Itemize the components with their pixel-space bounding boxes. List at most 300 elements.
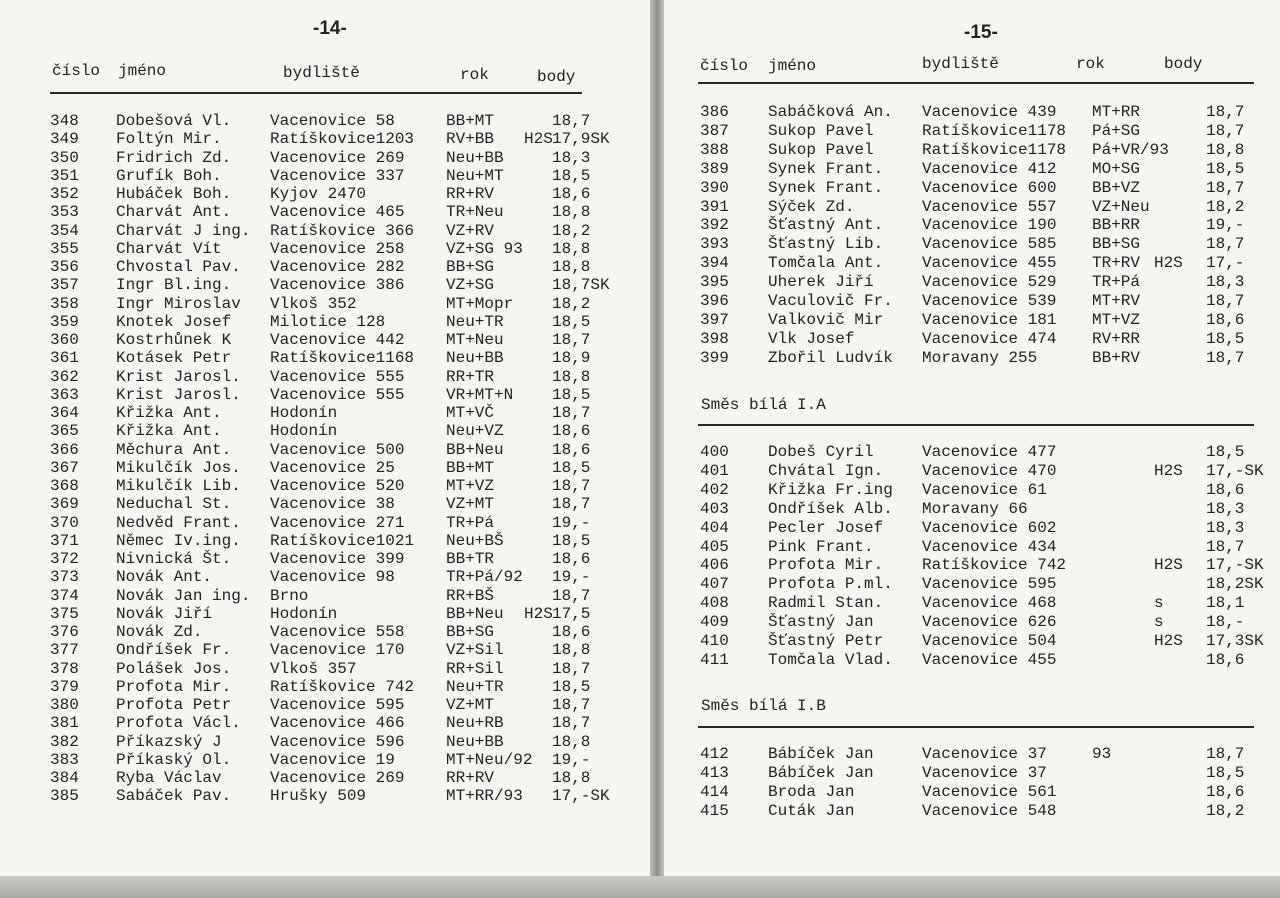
header-jmeno: jméno	[118, 62, 167, 80]
cell-number: 354	[50, 221, 79, 240]
cell-year: MT+Neu	[446, 331, 504, 349]
cell-name: Profota Mir.	[768, 556, 884, 575]
cell-points: 19,-	[552, 513, 591, 532]
header-bydliste: bydliště	[922, 55, 999, 73]
table-row	[50, 368, 645, 386]
cell-residence: Milotice 128	[270, 312, 386, 331]
cell-points: 18,2SK	[1206, 575, 1264, 594]
table-row	[700, 462, 1275, 480]
cell-residence: Vacenovice 557	[922, 197, 1057, 216]
table-row	[700, 500, 1275, 518]
table-row	[50, 568, 645, 586]
cell-name: Vlk Josef	[768, 329, 855, 348]
cell-points: 18,5	[552, 385, 591, 404]
cell-name: Ondříšek Fr.	[116, 641, 232, 660]
cell-residence: Vacenovice 455	[922, 254, 1057, 273]
cell-points: 18,5	[1206, 763, 1245, 782]
cell-year: VZ+SG 93	[446, 239, 523, 258]
table-row	[50, 349, 645, 367]
cell-number: 403	[700, 499, 729, 518]
table-row	[50, 185, 645, 203]
cell-residence: Vacenovice 170	[270, 641, 405, 660]
table-row	[50, 733, 645, 751]
cell-number: 362	[50, 367, 79, 386]
cell-note: s	[1154, 594, 1164, 613]
cell-year: BB+RR	[1092, 216, 1141, 235]
cell-year: BB+VZ	[1092, 178, 1141, 197]
cell-points: 18,6	[1206, 650, 1245, 669]
cell-year: BB+TR	[446, 550, 495, 568]
header-cislo: číslo	[700, 57, 749, 75]
table-row	[50, 386, 645, 404]
cell-name: Mikulčík Lib.	[116, 477, 241, 495]
section-b-rule	[698, 726, 1254, 728]
header-rule	[698, 82, 1254, 84]
cell-name: Křižka Ant.	[116, 404, 222, 422]
cell-name: Radmil Stan.	[768, 594, 884, 613]
cell-points: 18,7	[1206, 178, 1245, 197]
cell-number: 392	[700, 216, 729, 235]
cell-name: Hubáček Boh.	[116, 185, 232, 203]
cell-year: RR+BŠ	[446, 586, 495, 605]
cell-year: TR+Neu	[446, 203, 504, 222]
cell-residence: Vacenovice 555	[270, 367, 405, 386]
cell-points: 17,9SK	[552, 130, 610, 149]
table-row	[50, 130, 645, 148]
table-row	[50, 495, 645, 513]
cell-name: Polášek Jos.	[116, 659, 232, 678]
cell-residence: Vacenovice 595	[922, 575, 1057, 594]
cell-residence: Vacenovice 455	[922, 650, 1057, 669]
cell-number: 361	[50, 349, 79, 368]
cell-number: 367	[50, 458, 79, 477]
cell-name: Novák Jan ing.	[116, 586, 251, 605]
cell-number: 360	[50, 331, 79, 349]
cell-name: Vaculovič Fr.	[768, 292, 893, 310]
cell-year: VZ+Sil	[446, 641, 504, 660]
cell-name: Broda Jan	[768, 782, 855, 801]
table-row	[50, 276, 645, 294]
cell-points: 18,6	[552, 185, 591, 203]
table-row	[50, 313, 645, 331]
table-row	[50, 714, 645, 732]
cell-year: Neu+BB	[446, 148, 504, 167]
table-row	[700, 179, 1275, 197]
table-row	[700, 254, 1275, 272]
section-a-rule	[698, 424, 1254, 426]
table-row	[700, 783, 1275, 801]
cell-name: Nedvěd Frant.	[116, 513, 241, 532]
cell-number: 382	[50, 732, 79, 751]
cell-year: VZ+MT	[446, 495, 495, 514]
page-bottom-edge	[0, 876, 1280, 898]
cell-residence: Ratíškovice1178	[922, 121, 1067, 140]
cell-residence: Vacenovice 600	[922, 178, 1057, 197]
cell-number: 379	[50, 677, 79, 696]
cell-year: Neu+RB	[446, 714, 504, 733]
cell-number: 415	[700, 801, 729, 820]
table-row	[50, 660, 645, 678]
cell-name: Příkaský Ol.	[116, 750, 232, 769]
table-row	[700, 273, 1275, 291]
cell-number: 356	[50, 258, 79, 276]
cell-number: 373	[50, 568, 79, 587]
cell-residence: Moravany 66	[922, 499, 1028, 518]
cell-points: 18,2	[1206, 801, 1245, 820]
table-row	[50, 587, 645, 605]
cell-points: 18,6	[552, 422, 591, 441]
cell-year: RV+BB	[446, 130, 495, 149]
header-body: body	[1164, 55, 1203, 73]
cell-year: VZ+MT	[446, 696, 495, 714]
cell-points: 18,8	[552, 239, 591, 258]
cell-points: 19,-	[1206, 216, 1245, 235]
cell-residence: Vacenovice 25	[270, 458, 395, 477]
cell-name: Novák Zd.	[116, 623, 203, 641]
cell-points: 18,9	[552, 349, 591, 368]
cell-number: 395	[700, 273, 729, 292]
cell-points: 18,6	[552, 623, 591, 641]
table-row	[50, 641, 645, 659]
cell-residence: Ratíškovice1021	[270, 531, 415, 550]
cell-name: Zbořil Ludvík	[768, 348, 893, 367]
table-row	[50, 422, 645, 440]
cell-number: 401	[700, 461, 729, 480]
table-row	[700, 556, 1275, 574]
cell-residence: Vacenovice 596	[270, 732, 405, 751]
cell-note: H2S	[1154, 254, 1183, 273]
cell-name: Fridrich Zd.	[116, 148, 232, 167]
section-title-a: Směs bílá I.A	[701, 396, 826, 414]
book-spine	[650, 0, 664, 898]
cell-residence: Vacenovice 595	[270, 696, 405, 714]
cell-name: Kotásek Petr	[116, 349, 232, 368]
cell-number: 352	[50, 185, 79, 203]
cell-number: 350	[50, 148, 79, 167]
cell-year: Pá+VR/93	[1092, 140, 1169, 159]
cell-name: Chvátal Ign.	[768, 461, 884, 480]
cell-residence: Vacenovice 386	[270, 276, 405, 295]
cell-year: TR+Pá	[446, 513, 495, 532]
cell-number: 389	[700, 159, 729, 178]
table-row	[700, 481, 1275, 499]
cell-points: 18,7	[552, 714, 591, 733]
cell-name: Profota Václ.	[116, 714, 241, 733]
cell-year: RR+TR	[446, 367, 495, 386]
cell-name: Krist Jarosl.	[116, 367, 241, 386]
cell-year: Neu+BB	[446, 732, 504, 751]
cell-residence: Vacenovice 61	[922, 480, 1047, 499]
cell-year: RR+Sil	[446, 659, 504, 678]
cell-note: H2S	[524, 130, 553, 149]
cell-year: MT+Neu/92	[446, 750, 533, 769]
cell-number: 413	[700, 763, 729, 782]
cell-residence: Vacenovice 434	[922, 537, 1057, 556]
cell-number: 348	[50, 112, 79, 130]
cell-points: 18,1	[1206, 594, 1245, 613]
table-row	[700, 538, 1275, 556]
cell-year: BB+Neu	[446, 440, 504, 459]
cell-year: MO+SG	[1092, 159, 1141, 178]
cell-year: VZ+SG	[446, 276, 495, 295]
cell-points: 18,8	[552, 258, 591, 276]
cell-points: 18,7	[552, 495, 591, 514]
cell-name: Šťastný Lib.	[768, 235, 884, 254]
cell-points: 18,6	[552, 440, 591, 459]
cell-points: 18,6	[1206, 310, 1245, 329]
cell-points: 19,-	[552, 568, 591, 587]
table-row	[700, 764, 1275, 782]
table-row	[700, 216, 1275, 234]
cell-year: MT+RR/93	[446, 787, 523, 806]
cell-residence: Vacenovice 38	[270, 495, 395, 514]
cell-number: 397	[700, 310, 729, 329]
cell-points: 17,-SK	[552, 787, 610, 806]
cell-points: 18,5	[552, 677, 591, 696]
cell-note: s	[1154, 613, 1164, 632]
cell-points: 18,7	[552, 586, 591, 605]
table-row	[700, 330, 1275, 348]
cell-name: Sabáčková An.	[768, 103, 893, 121]
table-row	[50, 441, 645, 459]
cell-number: 386	[700, 103, 729, 121]
cell-name: Šťastný Ant.	[768, 216, 884, 235]
cell-number: 405	[700, 537, 729, 556]
header-jmeno: jméno	[768, 57, 817, 75]
cell-number: 404	[700, 518, 729, 537]
cell-residence: Vacenovice 585	[922, 235, 1057, 254]
cell-number: 396	[700, 292, 729, 310]
cell-number: 351	[50, 166, 79, 185]
cell-number: 412	[700, 745, 729, 763]
header-rok: rok	[1076, 55, 1105, 73]
cell-number: 398	[700, 329, 729, 348]
cell-residence: Vacenovice 58	[270, 112, 395, 130]
cell-points: 18,6	[1206, 480, 1245, 499]
table-row	[50, 222, 645, 240]
cell-points: 18,8	[552, 732, 591, 751]
cell-year: TR+RV	[1092, 254, 1141, 273]
cell-points: 18,7	[552, 404, 591, 422]
cell-year: BB+MT	[446, 458, 495, 477]
cell-residence: Ratíškovice1203	[270, 130, 415, 149]
cell-name: Profota Petr	[116, 696, 232, 714]
cell-residence: Vlkoš 357	[270, 659, 357, 678]
table-row	[50, 787, 645, 805]
cell-residence: Vacenovice 548	[922, 801, 1057, 820]
cell-name: Pecler Josef	[768, 518, 884, 537]
cell-year: RR+RV	[446, 769, 495, 787]
cell-residence: Vacenovice 269	[270, 148, 405, 167]
cell-year: Neu+BB	[446, 349, 504, 368]
header-rule	[50, 92, 582, 94]
cell-residence: Vacenovice 529	[922, 273, 1057, 292]
table-row	[50, 769, 645, 787]
cell-residence: Vacenovice 470	[922, 461, 1057, 480]
cell-year: BB+Neu	[446, 604, 504, 623]
header-body: body	[537, 68, 576, 86]
cell-points: 17,5	[552, 604, 591, 623]
cell-residence: Hrušky 509	[270, 787, 367, 806]
table-row	[700, 141, 1275, 159]
cell-number: 388	[700, 140, 729, 159]
cell-points: 18,3	[1206, 518, 1245, 537]
page-number: -15-	[964, 22, 998, 43]
cell-name: Ingr Miroslav	[116, 294, 241, 313]
cell-residence: Vacenovice 258	[270, 239, 405, 258]
cell-name: Knotek Josef	[116, 312, 232, 331]
table-row	[700, 651, 1275, 669]
cell-residence: Vacenovice 181	[922, 310, 1057, 329]
cell-name: Tomčala Ant.	[768, 254, 884, 273]
section-title-b: Směs bílá I.B	[701, 697, 826, 715]
cell-year: MT+Mopr	[446, 294, 514, 313]
cell-name: Profota P.ml.	[768, 575, 893, 594]
cell-name: Profota Mir.	[116, 677, 232, 696]
table-row	[700, 103, 1275, 121]
cell-number: 399	[700, 348, 729, 367]
header-rok: rok	[460, 66, 489, 84]
cell-residence: Vacenovice 269	[270, 769, 405, 787]
cell-number: 353	[50, 203, 79, 222]
cell-points: 17,3SK	[1206, 632, 1264, 650]
cell-residence: Ratíškovice 742	[270, 677, 415, 696]
cell-residence: Hodonín	[270, 422, 338, 441]
cell-name: Sýček Zd.	[768, 197, 855, 216]
table-row	[50, 112, 645, 130]
cell-residence: Vlkoš 352	[270, 294, 357, 313]
cell-note: H2S	[524, 604, 553, 623]
cell-residence: Hodonín	[270, 604, 338, 623]
cell-points: 18,7	[552, 331, 591, 349]
cell-points: 18,7	[1206, 537, 1245, 556]
cell-points: 17,-	[1206, 254, 1245, 273]
cell-residence: Vacenovice 412	[922, 159, 1057, 178]
left-page	[0, 0, 650, 880]
cell-residence: Vacenovice 466	[270, 714, 405, 733]
cell-points: 17,-SK	[1206, 461, 1264, 480]
cell-points: 18,5	[1206, 329, 1245, 348]
cell-name: Synek Frant.	[768, 159, 884, 178]
cell-residence: Ratíškovice 366	[270, 221, 415, 240]
cell-year: Neu+VZ	[446, 422, 504, 441]
table-row	[700, 349, 1275, 367]
cell-residence: Brno	[270, 586, 309, 605]
cell-residence: Vacenovice 98	[270, 568, 395, 587]
cell-year: MT+VČ	[446, 404, 495, 422]
table-row	[700, 802, 1275, 820]
cell-year: MT+RV	[1092, 292, 1141, 310]
cell-name: Synek Frant.	[768, 178, 884, 197]
cell-number: 383	[50, 750, 79, 769]
cell-name: Sukop Pavel	[768, 121, 874, 140]
cell-points: 18,8	[1206, 140, 1245, 159]
cell-name: Bábíček Jan	[768, 763, 874, 782]
cell-number: 368	[50, 477, 79, 495]
table-row	[700, 443, 1275, 461]
cell-residence: Vacenovice 468	[922, 594, 1057, 613]
cell-number: 357	[50, 276, 79, 295]
cell-residence: Vacenovice 37	[922, 745, 1047, 763]
cell-year: VZ+RV	[446, 221, 495, 240]
cell-name: Příkazský J	[116, 732, 222, 751]
cell-points: 19,-	[552, 750, 591, 769]
cell-year: VZ+Neu	[1092, 197, 1150, 216]
cell-points: 18,7	[1206, 235, 1245, 254]
table-row	[700, 745, 1275, 763]
cell-year: MT+VZ	[1092, 310, 1141, 329]
cell-number: 372	[50, 550, 79, 568]
cell-residence: Vacenovice 555	[270, 385, 405, 404]
cell-number: 380	[50, 696, 79, 714]
table-row	[50, 477, 645, 495]
cell-name: Dobešová Vl.	[116, 112, 232, 130]
cell-note: H2S	[1154, 632, 1183, 650]
cell-residence: Vacenovice 561	[922, 782, 1057, 801]
cell-number: 390	[700, 178, 729, 197]
cell-name: Sukop Pavel	[768, 140, 874, 159]
cell-number: 376	[50, 623, 79, 641]
cell-name: Ondříšek Alb.	[768, 499, 893, 518]
cell-number: 411	[700, 650, 729, 669]
cell-name: Šťastný Petr	[768, 632, 884, 650]
cell-name: Foltýn Mir.	[116, 130, 222, 149]
table-row	[50, 404, 645, 422]
table-row	[50, 550, 645, 568]
cell-points: 18,8	[552, 203, 591, 222]
cell-points: 18,5	[552, 312, 591, 331]
cell-number: 349	[50, 130, 79, 149]
cell-residence: Vacenovice 477	[922, 443, 1057, 461]
cell-points: 18,7	[1206, 348, 1245, 367]
cell-name: Měchura Ant.	[116, 440, 232, 459]
table-row	[50, 295, 645, 313]
table-row	[700, 594, 1275, 612]
cell-points: 18,8	[552, 769, 591, 787]
cell-number: 381	[50, 714, 79, 733]
cell-residence: Vacenovice 465	[270, 203, 405, 222]
cell-number: 359	[50, 312, 79, 331]
cell-name: Charvát Vít	[116, 239, 222, 258]
cell-name: Ryba Václav	[116, 769, 222, 787]
cell-points: 18,7	[1206, 292, 1245, 310]
cell-year: BB+SG	[446, 623, 495, 641]
cell-number: 366	[50, 440, 79, 459]
table-row	[700, 292, 1275, 310]
cell-residence: Vacenovice 439	[922, 103, 1057, 121]
cell-residence: Vacenovice 190	[922, 216, 1057, 235]
cell-year: Neu+BŠ	[446, 531, 504, 550]
cell-residence: Vacenovice 271	[270, 513, 405, 532]
cell-name: Pink Frant.	[768, 537, 874, 556]
cell-residence: Ratíškovice1168	[270, 349, 415, 368]
cell-number: 374	[50, 586, 79, 605]
cell-number: 402	[700, 480, 729, 499]
cell-points: 18,5	[552, 166, 591, 185]
cell-name: Sabáček Pav.	[116, 787, 232, 806]
table-row	[50, 167, 645, 185]
cell-points: 18,2	[552, 294, 591, 313]
table-row	[50, 258, 645, 276]
cell-number: 377	[50, 641, 79, 660]
cell-points: 18,7	[552, 696, 591, 714]
cell-residence: Vacenovice 626	[922, 613, 1057, 632]
cell-year: RV+RR	[1092, 329, 1141, 348]
cell-number: 355	[50, 239, 79, 258]
cell-residence: Vacenovice 520	[270, 477, 405, 495]
cell-points: 18,6	[552, 550, 591, 568]
cell-number: 371	[50, 531, 79, 550]
